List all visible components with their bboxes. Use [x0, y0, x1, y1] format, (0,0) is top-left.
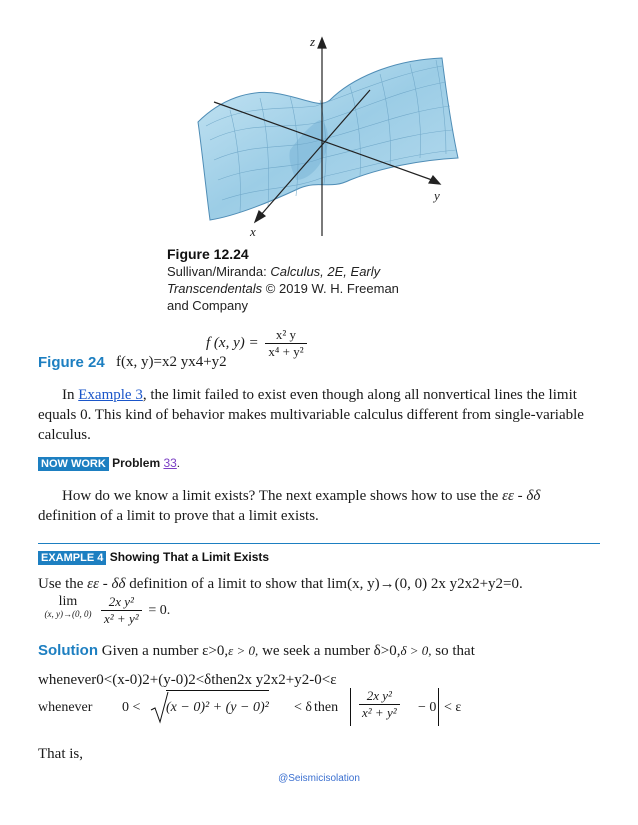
ineq-right: < δ: [294, 700, 312, 715]
lim-block: [38, 594, 98, 619]
lim-subscript: (x, y)→(0, 0): [44, 609, 92, 619]
caption-book-title-2: Transcendentals: [167, 281, 263, 296]
example-badge: EXAMPLE 4: [38, 551, 106, 565]
footer-watermark: @Seismicisolation: [278, 773, 360, 784]
lim-denominator: x² + y²: [104, 611, 139, 626]
now-work-dot: .: [176, 456, 180, 470]
formula-lhs: f (x, y) =: [206, 334, 263, 351]
then-word: then: [314, 700, 339, 715]
solution-eps-math: ε > 0,: [228, 643, 259, 658]
axis-label-z: z: [310, 34, 316, 49]
solution-label: Solution: [38, 642, 98, 659]
lim-word: lim: [58, 594, 78, 609]
now-work-badge: NOW WORK: [38, 457, 109, 471]
that-is-text: That is,: [38, 746, 83, 762]
para2-after: definition of a limit to prove that a limit exists.: [38, 508, 319, 524]
use-epsilon: εε: [87, 576, 99, 592]
figure-function-text: f(x, y)=x2 yx4+y2: [116, 354, 227, 370]
caption-book-title: Calculus, 2E, Early: [270, 264, 381, 279]
figure-caption-line-3: and Company: [167, 298, 248, 313]
example-title: Showing That a Limit Exists: [106, 550, 270, 564]
section-divider: [38, 543, 600, 544]
formula-fraction: [265, 327, 306, 360]
whenever-text: whenever0<(x-0)2+(y-0)2<δthen2x y2x2+y2-0<ε: [38, 672, 337, 688]
para2-before: How do we know a limit exists? The next example shows how to use the: [62, 488, 503, 504]
axis-label-x: x: [250, 224, 256, 239]
para1-end: . This kind of behavior makes multivariable calculus different from single-variable calculus.: [38, 407, 584, 443]
solution-delta-math: δ > 0,: [400, 643, 432, 658]
lim-fraction-wrap: [98, 594, 170, 627]
formula-denominator: x⁴ + y²: [268, 344, 304, 359]
whenever-display: [38, 688, 558, 728]
formula-numerator: x² y: [265, 327, 306, 344]
figure-caption-line-2: [167, 281, 399, 296]
figure-caption-line-1: [167, 264, 380, 279]
para1-before: In: [62, 387, 79, 403]
abs-denominator: x² + y²: [362, 705, 397, 720]
sqrt-body: (x − 0)² + (y − 0)²: [166, 690, 269, 716]
paragraph-example-3: [38, 385, 598, 445]
solution-part2: we seek a number δ>0,: [258, 643, 401, 659]
ineq-left: 0 <: [122, 700, 141, 715]
paragraph-limit-exists: [38, 486, 598, 526]
example-heading: [38, 549, 269, 566]
figure-caption-title: Figure 12.24: [167, 246, 249, 262]
now-work-line: [38, 456, 180, 471]
delta-symbol: δδ: [526, 488, 541, 504]
abs-numerator: 2x y²: [359, 688, 400, 705]
whenever-word: whenever: [38, 700, 93, 715]
use-before: Use the: [38, 576, 88, 592]
abs-fraction-wrap: [356, 688, 403, 721]
abs-fraction: [359, 688, 400, 721]
abs-rhs: < ε: [444, 700, 462, 715]
problem-33-link[interactable]: 33: [163, 456, 177, 470]
figure-label: Figure 24: [38, 354, 105, 371]
caption-authors: Sullivan/Miranda:: [167, 264, 271, 279]
caption-copyright: © 2019 W. H. Freeman: [262, 281, 399, 296]
solution-part3: so that: [431, 643, 475, 659]
abs-minus-zero: − 0: [418, 700, 437, 715]
lim-rhs: = 0.: [148, 602, 171, 618]
surface-plot: [180, 30, 470, 242]
epsilon-symbol: εε: [502, 488, 514, 504]
axis-label-y: y: [434, 188, 440, 203]
use-after: definition of a limit to show that lim(x, y)→(0, 0) 2x y2x2+y2=0.: [125, 576, 523, 592]
y-axis-arrow: [429, 176, 440, 184]
solution-line: [38, 642, 475, 660]
para2-dash: -: [513, 488, 527, 504]
use-dash: -: [98, 576, 112, 592]
para1-after: , the limit failed to exist even though along all nonvertical lines the limit equals 0: [38, 387, 577, 423]
abs-bar-right: [438, 688, 439, 726]
limit-display: [38, 594, 338, 630]
abs-bar-left: [350, 688, 351, 726]
use-delta: δδ: [111, 576, 126, 592]
now-work-label: Problem: [108, 456, 164, 470]
example-statement: [38, 574, 598, 594]
z-axis-arrow: [318, 38, 326, 48]
solution-part1: Given a number ε>0,: [98, 643, 229, 659]
surface-figure: [180, 30, 470, 242]
lim-numerator: 2x y²: [101, 594, 142, 611]
lim-fraction: [101, 594, 142, 627]
example-3-link[interactable]: Example 3: [78, 387, 143, 403]
